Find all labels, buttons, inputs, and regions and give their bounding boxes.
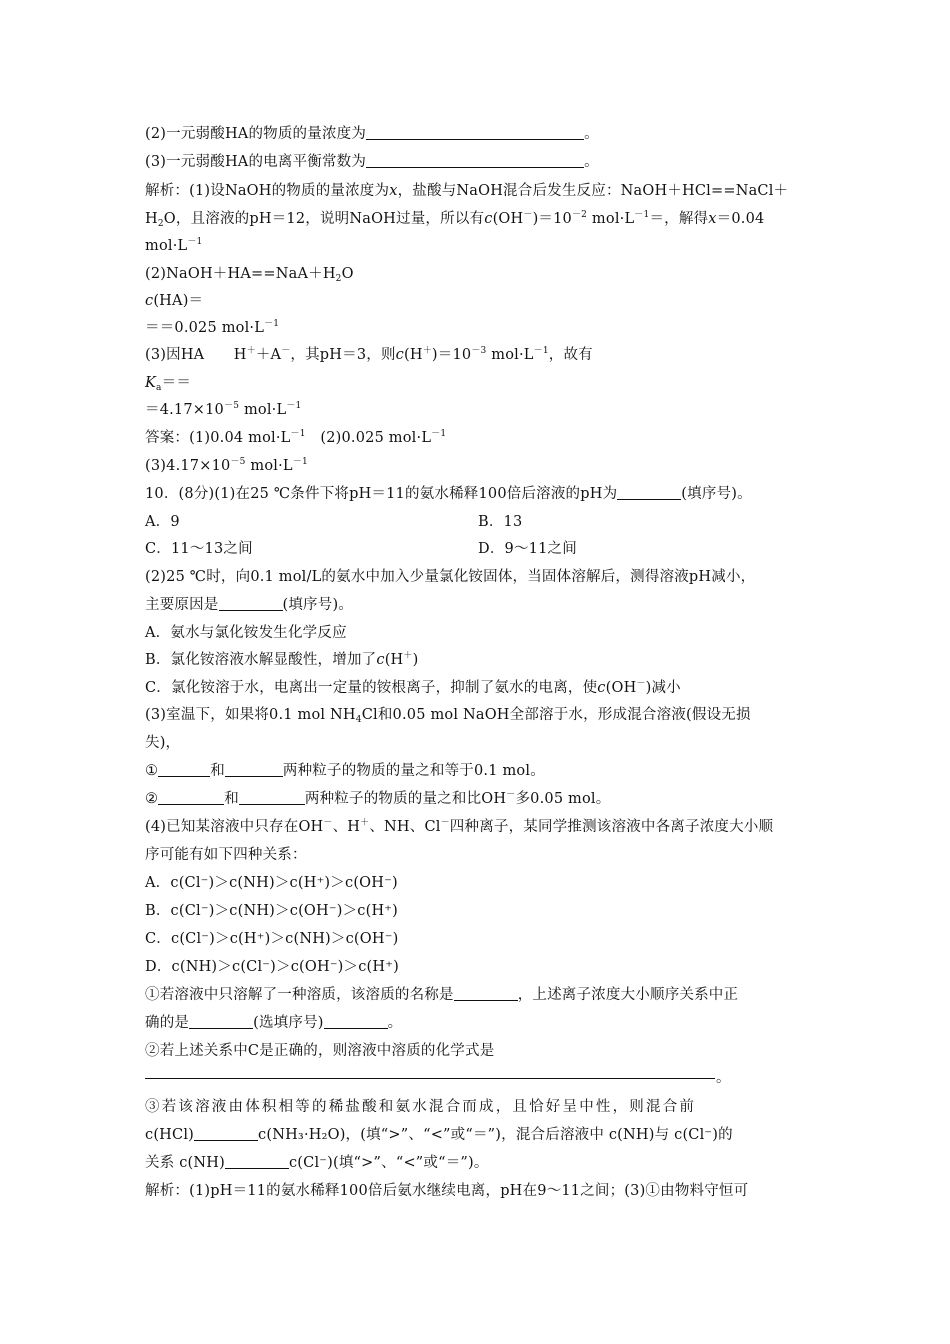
subscript: 2 <box>335 274 342 284</box>
solution-line-6 <box>145 318 279 338</box>
q10-part3-stem-2 <box>145 733 180 753</box>
variable-c: c <box>376 652 385 668</box>
variable-c: c <box>597 680 606 696</box>
question-text: 两种粒子的物质的量之和比OH <box>304 791 507 807</box>
solution-text: )＝10 <box>431 347 472 363</box>
q10-sub2-line <box>145 1041 494 1061</box>
solution-text: ＝4.17×10 <box>145 402 224 418</box>
subscript: a <box>156 383 162 393</box>
question-text: (填序号)。 <box>681 486 752 502</box>
question-text: ①若溶液中只溶解了一种溶质，该溶质的名称是 <box>145 987 454 1003</box>
question-text: (填序号)。 <box>282 597 354 613</box>
answer-line-1 <box>145 428 446 448</box>
item-marker: ① <box>145 763 159 779</box>
superscript: － <box>636 679 646 689</box>
question-text: 四种离子，某同学推测该溶液中各离子浓度大小顺 <box>449 819 774 835</box>
solution-line-5 <box>145 291 203 311</box>
q10-part3-item-2 <box>145 789 610 809</box>
q10-part4-option-d <box>145 957 399 977</box>
question-text: 、H <box>332 819 361 835</box>
solution-text: mol·L <box>239 402 287 418</box>
option-a: A．9 <box>145 514 180 530</box>
option-b: B．13 <box>478 514 523 530</box>
solution-line-1 <box>145 181 788 201</box>
superscript: －1 <box>286 401 302 411</box>
question-text: 和 <box>224 791 239 807</box>
solution-line-3 <box>145 236 203 256</box>
question-text: (4)已知某溶液中只存在OH <box>145 819 324 835</box>
superscript: －5 <box>230 457 246 467</box>
q10-sub1-line-1 <box>145 985 738 1005</box>
q9-part3-text: (3)一元弱酸HA的电离平衡常数为 <box>145 154 367 170</box>
answer-blank <box>454 986 518 1001</box>
q10-part4-option-b <box>145 901 398 921</box>
solution-text: ，其pH＝3，则 <box>290 347 396 363</box>
answer-text: mol·L <box>245 458 293 474</box>
solution-text: (OH <box>492 211 524 227</box>
answer-blank <box>194 1126 258 1141</box>
solution-text: ＝，解得 <box>649 211 709 227</box>
answer-blank <box>225 1154 289 1169</box>
question-text: 两种粒子的物质的量之和等于0.1 mol。 <box>282 763 545 779</box>
solution-text: ，盐酸与NaOH混合后发生反应：NaOH＋HCl==NaCl＋ <box>397 183 789 199</box>
solution-text: 解析：(1)设NaOH的物质的量浓度为 <box>145 183 390 199</box>
question-text: (3)室温下，如果将0.1 mol NH <box>145 707 356 723</box>
variable-x: x <box>708 211 717 227</box>
subscript: 4 <box>355 715 362 725</box>
question-text: 确的是 <box>145 1015 190 1031</box>
solution-text: (3)因HA H <box>145 347 247 363</box>
option-b: B．c(Cl⁻)＞c(NH)＞c(OH⁻)＞c(H⁺) <box>145 903 398 919</box>
q10-part2-option-c <box>145 678 681 698</box>
solution-text: (2)NaOH＋HA==NaA＋H <box>145 266 336 282</box>
q10-solution-line <box>145 1181 748 1201</box>
superscript: ＋ <box>422 346 432 356</box>
question-text: 序可能有如下四种关系： <box>145 847 307 863</box>
question-text: 和 <box>210 763 225 779</box>
superscript: －1 <box>187 237 203 247</box>
question-text: (2)25 ℃时，向0.1 mol/L的氨水中加入少量氯化铵固体，当固体溶解后，测得溶液pH减小， <box>145 569 756 585</box>
superscript: － <box>440 818 450 828</box>
q10-sub3-line-3 <box>145 1153 489 1173</box>
q10-part4-option-c <box>145 929 398 949</box>
question-text: 。 <box>387 1015 403 1031</box>
question-text: (选填序号) <box>253 1015 324 1031</box>
option-b: (H <box>384 652 404 668</box>
superscript: －5 <box>224 401 240 411</box>
q10-part2-option-a <box>145 623 347 643</box>
question-text: ③若该溶液由体积相等的稀盐酸和氨水混合而成，且恰好呈中性，则混合前 <box>145 1099 697 1115</box>
answer-blank <box>366 153 584 168</box>
question-text: c(NH₃·H₂O)，(填“>”、“<”或“＝”)，混合后溶液中 c(NH)与 c(Cl⁻)的 <box>258 1127 733 1143</box>
superscript: － <box>323 818 333 828</box>
q10-sub1-line-2 <box>145 1013 402 1033</box>
solution-line-2 <box>145 209 764 229</box>
option-a: A．c(Cl⁻)＞c(NH)＞c(H⁺)＞c(OH⁻) <box>145 875 398 891</box>
question-text: Cl和0.05 mol NaOH全部溶于水，形成混合溶液(假设无损 <box>361 707 751 723</box>
question-text: 失)， <box>145 735 181 751</box>
variable-c: c <box>484 211 493 227</box>
question-text: 关系 c(NH) <box>145 1155 225 1171</box>
period: 。 <box>584 154 599 170</box>
solution-text: )＝10 <box>532 211 572 227</box>
solution-text: ，故有 <box>548 347 593 363</box>
question-text: 10．(8分)(1)在25 ℃条件下将pH＝11的氨水稀释100倍后溶液的pH为 <box>145 486 618 502</box>
answer-blank <box>158 762 210 777</box>
solution-text: O，且溶液的pH＝12，说明NaOH过量，所以有 <box>163 211 485 227</box>
q10-sub3-line-1 <box>145 1097 696 1117</box>
answer-blank <box>189 1014 253 1029</box>
q10-part3-item-1 <box>145 761 545 781</box>
question-text: ，上述离子浓度大小顺序关系中正 <box>517 987 739 1003</box>
superscript: －1 <box>290 429 306 439</box>
solution-text: ＝0.04 <box>716 211 765 227</box>
q10-part4-stem <box>145 817 773 837</box>
option-b: ) <box>412 652 419 668</box>
q10-part2-option-b <box>145 650 418 670</box>
answer-text: (3)4.17×10 <box>145 458 231 474</box>
option-c: C．11～13之间 <box>145 541 253 557</box>
solution-line-4 <box>145 264 354 284</box>
solution-text: 解析：(1)pH＝11的氨水稀释100倍后氨水继续电离，pH在9～11之间；(3)①由物料守恒可 <box>145 1183 749 1199</box>
superscript: －1 <box>533 346 549 356</box>
option-c: (OH <box>605 680 637 696</box>
superscript: － <box>506 790 516 800</box>
variable-x: x <box>389 183 398 199</box>
q10-part4-stem-2 <box>145 845 307 865</box>
option-c: )减小 <box>645 680 681 696</box>
answer-blank <box>225 762 283 777</box>
answer-blank <box>158 790 224 805</box>
solution-text: O <box>341 266 354 282</box>
solution-line-7 <box>145 345 593 365</box>
question-text: c(HCl) <box>145 1127 195 1143</box>
solution-line-8 <box>145 373 191 393</box>
variable-c: c <box>145 293 154 309</box>
superscript: － <box>523 210 533 220</box>
option-b: B．氯化铵溶液水解显酸性，增加了 <box>145 652 377 668</box>
q9-part2-line <box>145 124 599 144</box>
option-d: D．c(NH)＞c(Cl⁻)＞c(OH⁻)＞c(H⁺) <box>145 959 399 975</box>
answer-text: 答案：(1)0.04 mol·L <box>145 430 291 446</box>
q10-options-row-2 <box>145 539 825 559</box>
answer-text: (2)0.025 mol·L <box>305 430 432 446</box>
solution-text: mol·L <box>486 347 534 363</box>
period: 。 <box>584 126 599 142</box>
solution-text: H <box>145 211 158 227</box>
question-text: 多0.05 mol。 <box>515 791 611 807</box>
solution-text: (HA)＝ <box>153 293 204 309</box>
q10-sub3-line-2 <box>145 1125 733 1145</box>
q10-stem <box>145 484 752 504</box>
option-c: C．氯化铵溶于水，电离出一定量的铵根离子，抑制了氨水的电离，使 <box>145 680 598 696</box>
q10-part4-option-a <box>145 873 398 893</box>
solution-text: mol·L <box>587 211 635 227</box>
solution-text: (H <box>403 347 423 363</box>
superscript: ＋ <box>403 651 413 661</box>
answer-blank <box>324 1014 388 1029</box>
solution-text: ＝＝ <box>161 375 192 391</box>
superscript: －1 <box>292 457 308 467</box>
answer-blank <box>219 596 283 611</box>
option-a: A．氨水与氯化铵发生化学反应 <box>145 625 347 641</box>
question-text: 主要原因是 <box>145 597 219 613</box>
solution-text: ＝＝0.025 mol·L <box>145 320 265 336</box>
superscript: －1 <box>431 429 447 439</box>
superscript: －3 <box>471 346 487 356</box>
option-d: D．9～11之间 <box>478 541 577 557</box>
solution-line-9 <box>145 400 301 420</box>
answer-blank <box>239 790 305 805</box>
q10-part3-stem <box>145 705 751 725</box>
q10-part2-stem <box>145 567 755 587</box>
option-c: C．c(Cl⁻)＞c(H⁺)＞c(NH)＞c(OH⁻) <box>145 931 399 947</box>
answer-blank <box>366 125 584 140</box>
superscript: －1 <box>634 210 650 220</box>
superscript: ＋ <box>246 346 256 356</box>
q9-part2-text: (2)一元弱酸HA的物质的量浓度为 <box>145 126 367 142</box>
item-marker: ② <box>145 791 159 807</box>
subscript: 2 <box>157 219 164 229</box>
superscript: － <box>281 346 291 356</box>
variable-c: c <box>395 347 404 363</box>
question-text: c(Cl⁻)(填“>”、“<”或“＝”)。 <box>288 1155 489 1171</box>
superscript: －1 <box>264 319 280 329</box>
variable-k: K <box>145 375 157 391</box>
period: 。 <box>716 1070 731 1086</box>
question-text: 、NH、Cl <box>369 819 441 835</box>
solution-text: mol·L <box>145 238 188 254</box>
answer-line-2 <box>145 456 308 476</box>
q9-part3-line <box>145 152 599 172</box>
solution-text: ＋A <box>255 347 282 363</box>
answer-blank <box>617 485 681 500</box>
q10-part2-stem-2 <box>145 595 353 615</box>
question-text: ②若上述关系中C是正确的，则溶液中溶质的化学式是 <box>145 1043 495 1059</box>
answer-blank-long <box>145 1078 715 1079</box>
superscript: －2 <box>571 210 588 220</box>
q10-options-row-1 <box>145 512 825 532</box>
superscript: ＋ <box>360 818 370 828</box>
